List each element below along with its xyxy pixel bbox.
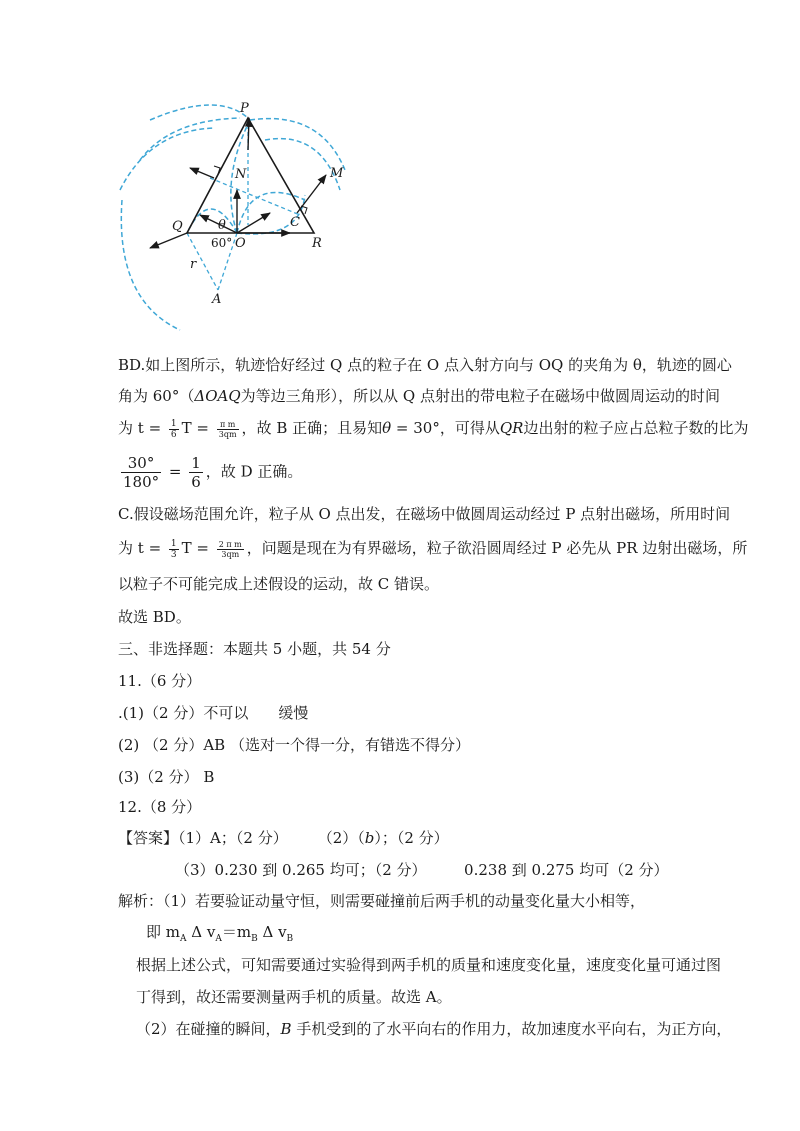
c-line-3-text: 以粒子不可能完成上述假设的运动，故 C 错误。 bbox=[118, 575, 440, 593]
bd-line-2-a: 角为 60°（ bbox=[118, 387, 195, 405]
c-line-2-mid: T = bbox=[181, 539, 214, 557]
answer-a: 【答案】（1）A；（2 分） （2）（ bbox=[118, 829, 365, 847]
bd-line-2 bbox=[118, 386, 720, 406]
q11-heading bbox=[118, 671, 201, 691]
analysis-line-2 bbox=[136, 955, 721, 975]
analysis-line-3-text: 丁得到，故还需要测量两手机的质量。故选 A。 bbox=[136, 988, 452, 1006]
label-r-point: R bbox=[312, 236, 322, 251]
triangle-oaq: ΔOAQ bbox=[194, 387, 241, 405]
analysis-line-4-c: 手机受到的了水平向右的作用力，故加速度水平向右，为正方向， bbox=[291, 1020, 732, 1038]
eq-sub-1: A bbox=[180, 934, 187, 944]
fraction-1-6-result: $\frac{1}{6}$ bbox=[191, 454, 201, 491]
c-line-1 bbox=[118, 504, 730, 524]
figure-labels bbox=[172, 101, 344, 307]
select-bd-text: 故选 BD。 bbox=[118, 608, 191, 626]
guide-lines bbox=[187, 118, 300, 290]
label-c: C bbox=[290, 215, 300, 230]
analysis-line-4-a: （2）在碰撞的瞬间， bbox=[136, 1020, 281, 1038]
right-angle-marks bbox=[214, 166, 307, 214]
label-a: A bbox=[212, 292, 222, 307]
fraction-pim-3qm: $\frac{\text{π m}}{3qm}$ bbox=[218, 419, 237, 439]
label-r-radius: r bbox=[190, 257, 197, 272]
bd-line-4 bbox=[118, 454, 302, 491]
qr-symbol: QR bbox=[499, 419, 524, 437]
eq-sub-3: B bbox=[251, 934, 258, 944]
fraction-30-180: $\frac{30^\circ}{180^\circ}$ bbox=[123, 454, 160, 491]
answer-line-1 bbox=[118, 828, 449, 848]
fraction-1-3: $\frac{1}{3}$ bbox=[170, 538, 177, 560]
analysis-line-1 bbox=[118, 891, 645, 911]
bd-line-3-post-c: 边出射的粒子应占总粒子数的比为 bbox=[523, 419, 749, 437]
eq-sub-4: B bbox=[286, 934, 294, 944]
analysis-equation bbox=[146, 922, 293, 949]
q11-part-2-text: (2) （2 分）AB （选对一个得一分，有错选不得分） bbox=[118, 736, 470, 754]
bd-line-3-post-a: ，故 B 正确；且易知 bbox=[241, 419, 383, 437]
arc-3 bbox=[140, 118, 240, 160]
label-o: O bbox=[235, 236, 246, 251]
bd-line-3-post-b: = 30°，可得从 bbox=[391, 419, 500, 437]
answer-c: ）；（2 分） bbox=[374, 829, 449, 847]
label-m: M bbox=[330, 166, 344, 181]
answer-b-italic: b bbox=[364, 829, 375, 847]
trajectory-arcs bbox=[120, 105, 345, 330]
analysis-line-4-b: B bbox=[280, 1020, 292, 1038]
answer-line-2 bbox=[175, 860, 669, 880]
section-3-heading bbox=[118, 639, 391, 659]
q11-part-3-text: (3)（2 分） B bbox=[118, 768, 215, 786]
eq-part-3: ＝m bbox=[221, 923, 252, 941]
fraction-1-6: $\frac{1}{6}$ bbox=[170, 418, 177, 440]
analysis-line-3 bbox=[136, 987, 452, 1007]
q12-heading bbox=[118, 797, 201, 817]
eq-part-1: 即 m bbox=[146, 923, 180, 941]
q11-part-1 bbox=[118, 703, 308, 723]
c-line-3 bbox=[118, 574, 439, 594]
c-line-2-post: ，问题是现在为有界磁场，粒子欲沿圆周经过 P 必先从 PR 边射出磁场，所 bbox=[246, 539, 748, 557]
q12-text: 12.（8 分） bbox=[118, 798, 202, 816]
q11-part-2 bbox=[118, 735, 470, 755]
fraction-2pim-3qm: $\frac{\text{2 π m}}{3qm}$ bbox=[218, 539, 242, 559]
c-line-2 bbox=[118, 538, 747, 560]
c-line-1-text: C.假设磁场范围允许，粒子从 O 点出发，在磁场中做圆周运动经过 P 点射出磁场，所用时间 bbox=[118, 505, 731, 523]
arc-4 bbox=[250, 119, 345, 170]
analysis-line-1-text: 解析：（1）若要验证动量守恒，则需要碰撞前后两手机的动量变化量大小相等， bbox=[118, 892, 646, 910]
bd-line-4-post: ，故 D 正确。 bbox=[205, 462, 303, 481]
analysis-line-2-text: 根据上述公式，可知需要通过实验得到两手机的质量和速度变化量，速度变化量可通过图 bbox=[136, 956, 722, 974]
select-bd bbox=[118, 607, 191, 627]
section-3-text: 三、非选择题：本题共 5 小题，共 54 分 bbox=[118, 640, 391, 658]
label-theta: θ bbox=[218, 218, 226, 233]
arc-5 bbox=[265, 139, 340, 190]
bd-line-3-mid: T = bbox=[181, 419, 214, 437]
bd-line-4-eq: = bbox=[164, 462, 187, 481]
eq-sub-2: A bbox=[215, 934, 222, 944]
eq-part-2: Δ v bbox=[186, 923, 216, 941]
label-n: N bbox=[235, 167, 247, 182]
arc-2 bbox=[120, 128, 215, 190]
q11-text: 11.（6 分） bbox=[118, 672, 202, 690]
label-angle: 60° bbox=[211, 236, 233, 250]
bd-line-2-b: 为等边三角形），所以从 Q 点射出的带电粒子在磁场中做圆周运动的时间 bbox=[240, 387, 720, 405]
theta-symbol: θ bbox=[382, 419, 392, 437]
label-q: Q bbox=[172, 219, 183, 234]
q11-part-3 bbox=[118, 767, 214, 787]
analysis-line-4 bbox=[136, 1019, 731, 1039]
q11-part-1-text: .(1)（2 分）不可以 缓慢 bbox=[118, 704, 309, 722]
c-line-2-pre: 为 t = bbox=[118, 539, 166, 557]
bd-line-3-pre: 为 t = bbox=[118, 419, 166, 437]
bd-line-3 bbox=[118, 418, 748, 440]
bd-line-1-text: BD.如上图所示，轨迹恰好经过 Q 点的粒子在 O 点入射方向与 OQ 的夹角为 θ，轨迹的圆心 bbox=[118, 356, 732, 374]
answer-line-2-text: （3）0.230 到 0.265 均可；（2 分） 0.238 到 0.275 均可（2 分） bbox=[175, 861, 669, 879]
eq-part-4: Δ v bbox=[257, 923, 287, 941]
label-p: P bbox=[240, 101, 249, 116]
geometry-figure bbox=[108, 96, 368, 346]
bd-line-1 bbox=[118, 355, 732, 375]
